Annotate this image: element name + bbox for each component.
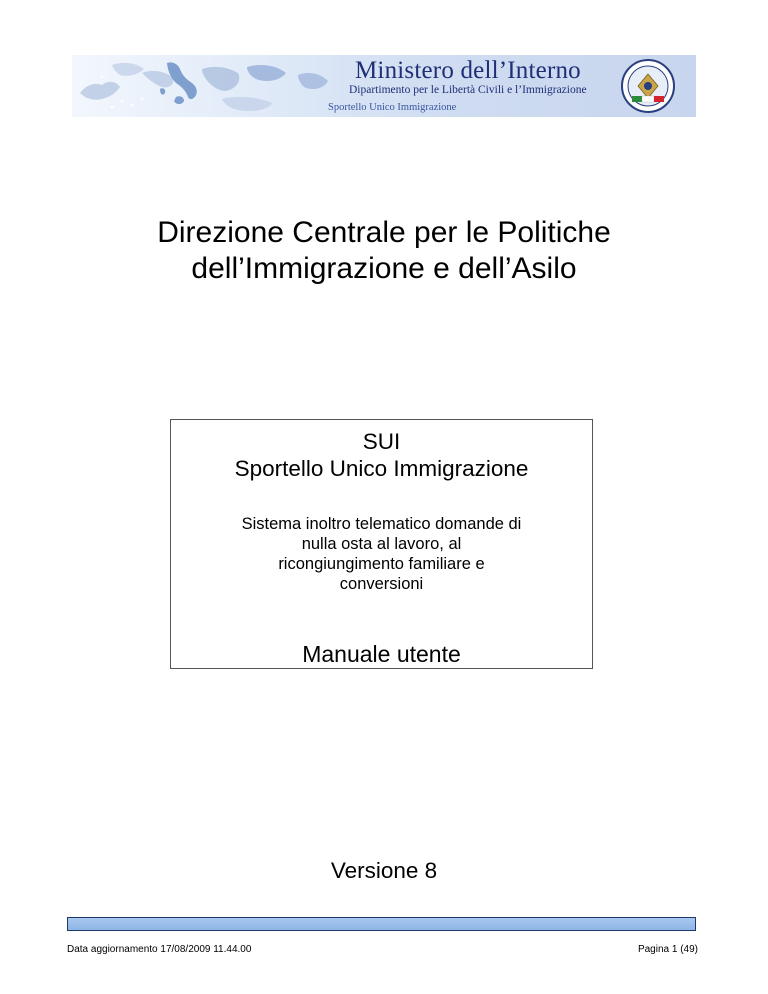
system-name: Sportello Unico Immigrazione (234, 456, 529, 481)
system-acronym: SUI (362, 429, 401, 454)
description-line-2: nulla osta al lavoro, al (301, 535, 462, 553)
ministry-name: Ministero dell’Interno (355, 57, 581, 84)
header-banner (72, 55, 696, 117)
description-line-3: ricongiungimento familiare e (278, 555, 485, 573)
version-label: Versione 8 (330, 858, 438, 883)
description-line-4: conversioni (339, 575, 424, 593)
system-info-box (170, 419, 593, 669)
page-number: Pagina 1 (49) (637, 944, 698, 955)
manual-title: Manuale utente (302, 641, 461, 667)
department-name: Dipartimento per le Libertà Civili e l’Immigrazione (349, 84, 587, 96)
office-name: Sportello Unico Immigrazione (328, 102, 457, 113)
description-line-1: Sistema inoltro telematico domande di (241, 515, 522, 533)
document-title-line-2: dell’Immigrazione e dell’Asilo (191, 252, 577, 285)
update-date: Data aggiornamento 17/08/2009 11.44.00 (67, 944, 252, 955)
footer-bar (67, 917, 696, 931)
document-title (0, 215, 768, 287)
system-description (171, 514, 592, 594)
ministry-seal-icon (620, 58, 676, 114)
document-title-line-1: Direzione Centrale per le Politiche (157, 216, 611, 249)
